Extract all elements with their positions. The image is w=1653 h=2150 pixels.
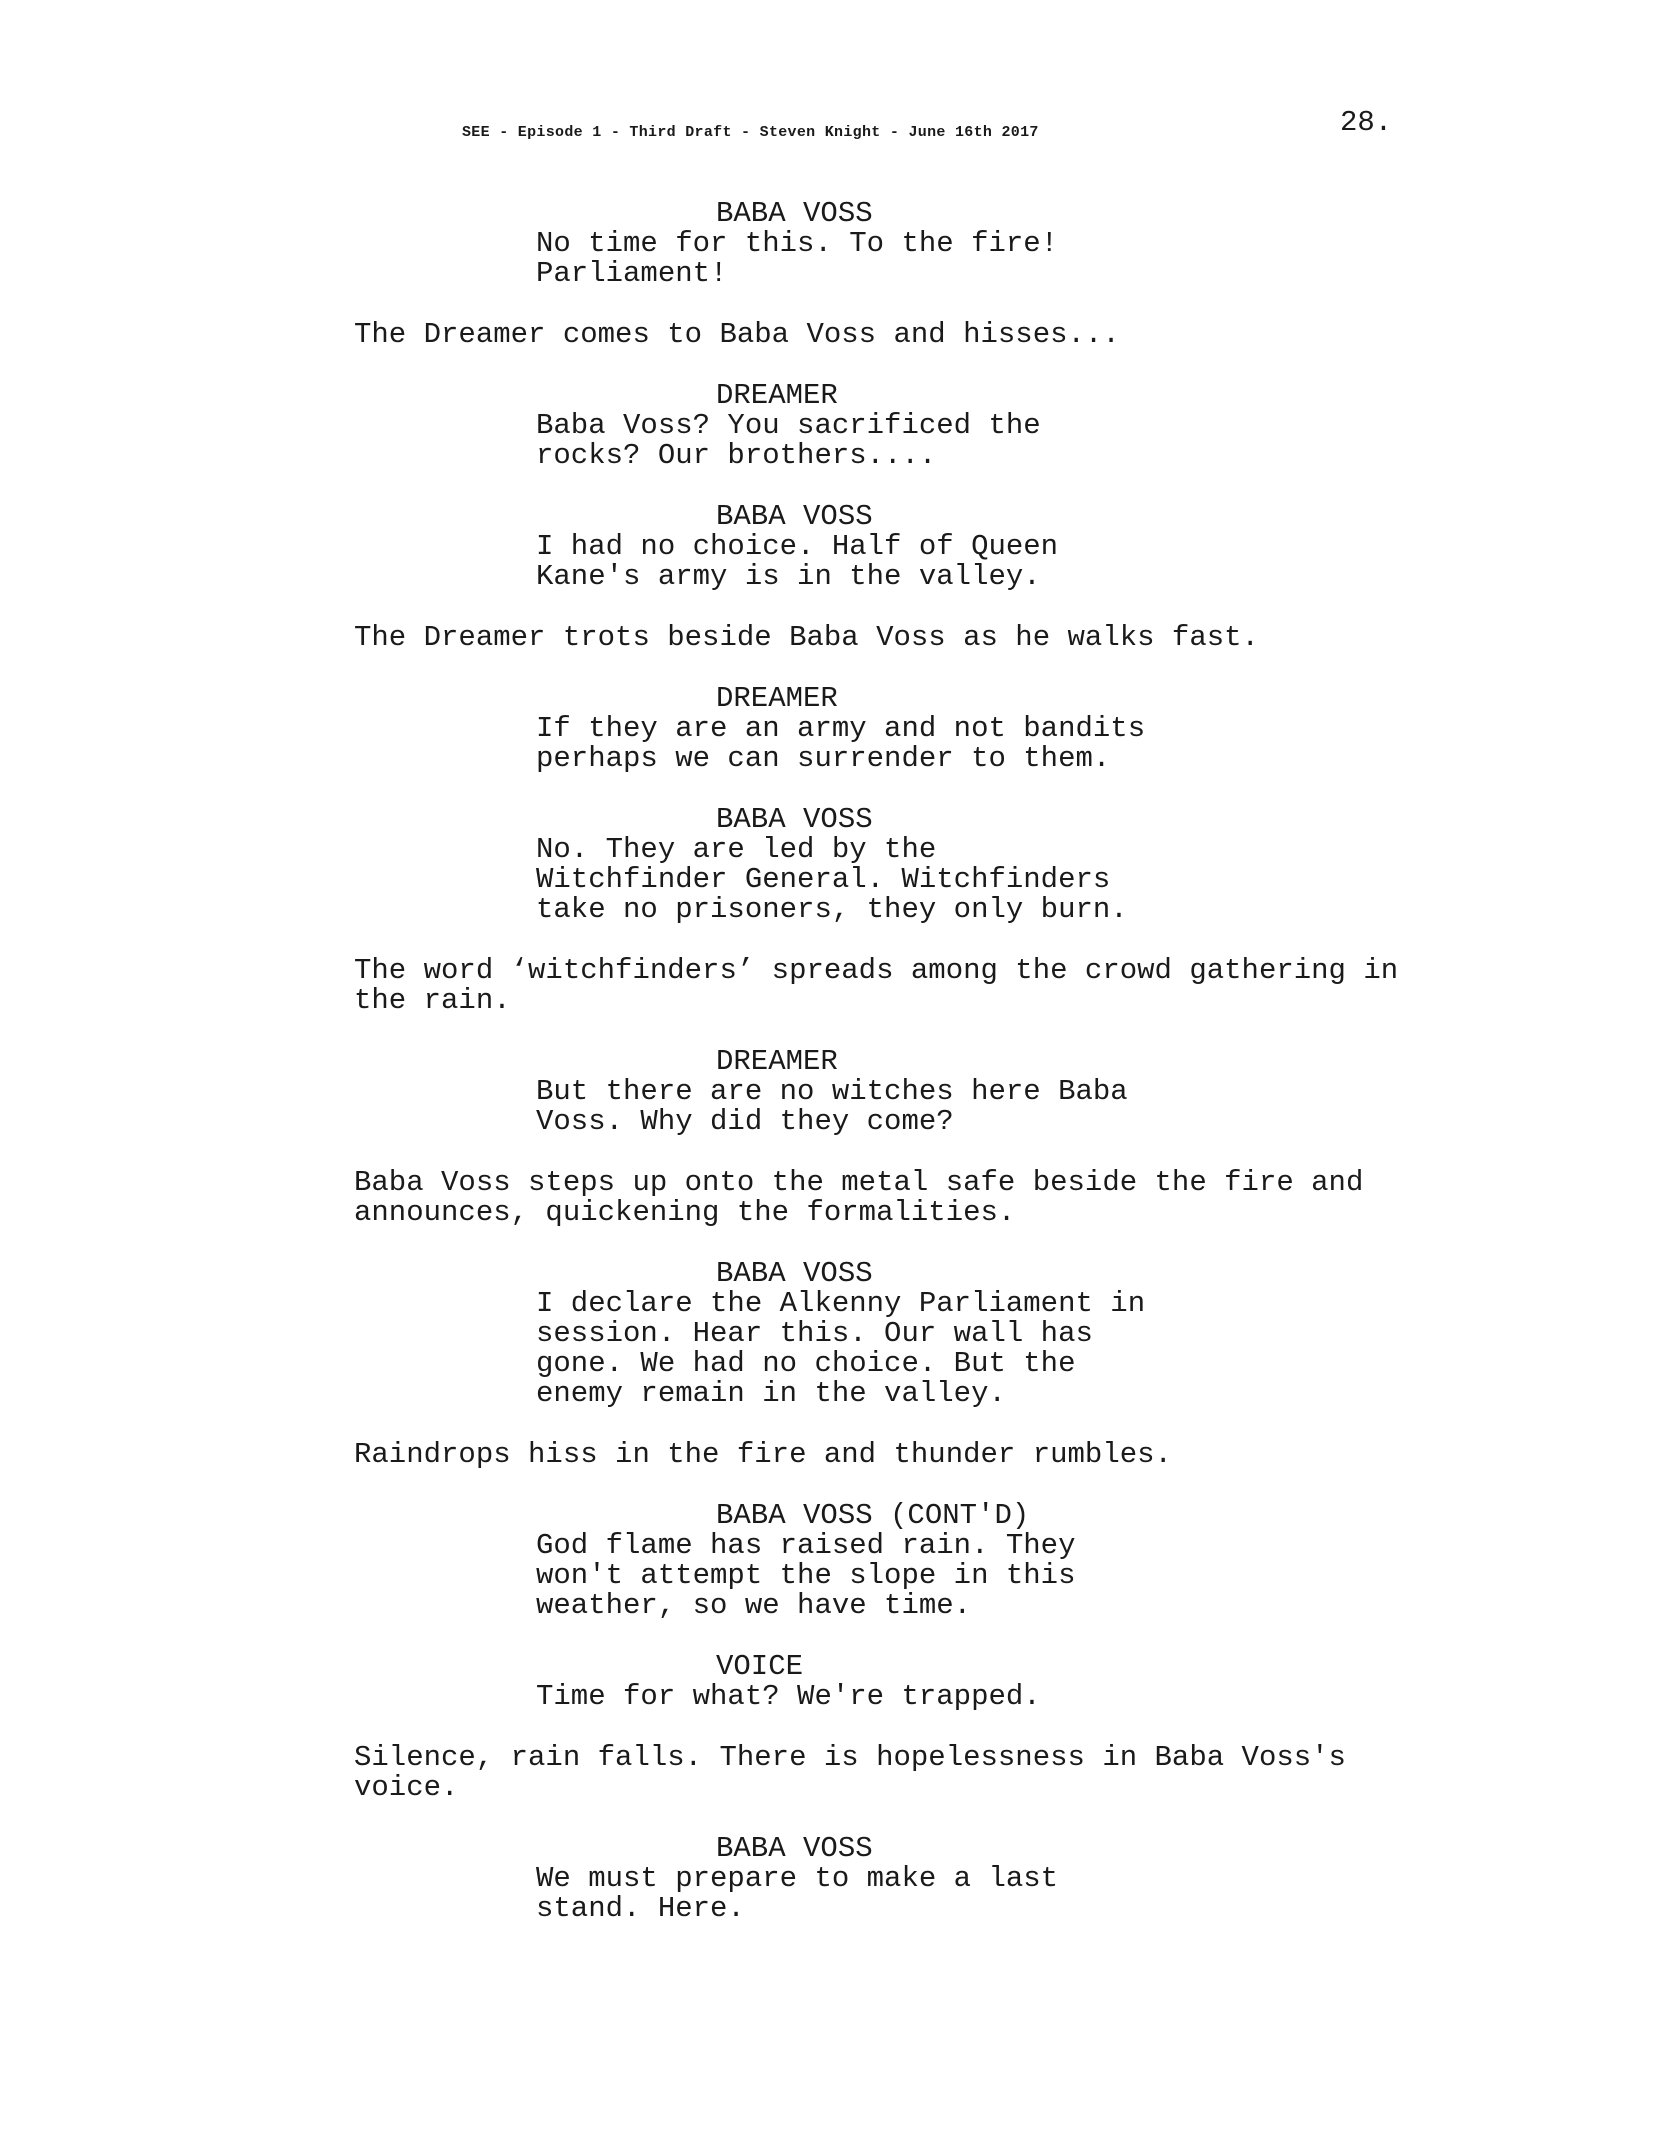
block-gap (0, 1712, 1653, 1743)
dialogue-line: God flame has raised rain. They (536, 1529, 1076, 1562)
action-line: Raindrops hiss in the fire and thunder rumbles. (354, 1438, 1172, 1471)
character-name: BABA VOSS (716, 1257, 873, 1290)
action-text (354, 956, 1653, 1016)
dialogue-line: But there are no witches here Baba (536, 1075, 1128, 1108)
character-name: DREAMER (716, 379, 838, 412)
dialogue-line: Baba Voss? You sacrificed the (536, 409, 1041, 442)
dialogue-text (536, 835, 1653, 925)
dialogue-block (0, 1652, 1653, 1712)
dialogue-text (536, 1531, 1653, 1621)
dialogue-line: Kane's army is in the valley. (536, 560, 1041, 593)
action-text (354, 1440, 1653, 1470)
character-name: BABA VOSS (716, 197, 873, 230)
action-line: The Dreamer trots beside Baba Voss as he walks fast. (354, 621, 1259, 654)
block-gap (0, 1228, 1653, 1259)
character-name: BABA VOSS (716, 803, 873, 836)
character-name: BABA VOSS (716, 500, 873, 533)
dialogue-line: rocks? Our brothers.... (536, 439, 937, 472)
dialogue-line: We must prepare to make a last (536, 1862, 1059, 1895)
dialogue-block (0, 1834, 1653, 1924)
character-name: DREAMER (716, 682, 838, 715)
action-block (0, 320, 1653, 350)
dialogue-block (0, 805, 1653, 925)
block-gap (0, 1137, 1653, 1168)
dialogue-line: session. Hear this. Our wall has (536, 1317, 1093, 1350)
action-block (0, 1168, 1653, 1228)
dialogue-block (0, 199, 1653, 289)
dialogue-text (536, 1289, 1653, 1409)
dialogue-line: stand. Here. (536, 1892, 745, 1925)
screenplay-body (0, 199, 1653, 1924)
dialogue-line: No time for this. To the fire! (536, 227, 1059, 260)
dialogue-text (536, 229, 1653, 289)
dialogue-text (536, 1077, 1653, 1137)
block-gap (0, 1016, 1653, 1047)
action-block (0, 623, 1653, 653)
block-gap (0, 289, 1653, 320)
dialogue-line: If they are an army and not bandits (536, 712, 1146, 745)
block-gap (0, 592, 1653, 623)
action-line: Silence, rain falls. There is hopelessness in Baba Voss's (354, 1741, 1346, 1774)
dialogue-line: take no prisoners, they only burn. (536, 893, 1128, 926)
character-name: DREAMER (716, 1045, 838, 1078)
page-number: 28. (1340, 106, 1393, 139)
dialogue-block (0, 381, 1653, 471)
block-gap (0, 925, 1653, 956)
action-line: the rain. (354, 984, 511, 1017)
dialogue-line: weather, so we have time. (536, 1589, 972, 1622)
action-line: voice. (354, 1771, 459, 1804)
action-line: Baba Voss steps up onto the metal safe beside the fire and (354, 1166, 1364, 1199)
dialogue-block (0, 684, 1653, 774)
dialogue-line: Witchfinder General. Witchfinders (536, 863, 1111, 896)
dialogue-line: enemy remain in the valley. (536, 1377, 1006, 1410)
dialogue-line: I had no choice. Half of Queen (536, 530, 1059, 563)
dialogue-line: No. They are led by the (536, 833, 937, 866)
character-name: BABA VOSS (CONT'D) (716, 1499, 1030, 1532)
dialogue-text (536, 532, 1653, 592)
dialogue-text (536, 411, 1653, 471)
dialogue-text (536, 1864, 1653, 1924)
action-text (354, 623, 1653, 653)
action-block (0, 1440, 1653, 1470)
action-text (354, 1743, 1653, 1803)
dialogue-line: I declare the Alkenny Parliament in (536, 1287, 1146, 1320)
character-name: BABA VOSS (716, 1832, 873, 1865)
block-gap (0, 350, 1653, 381)
action-block (0, 1743, 1653, 1803)
running-header: SEE - Episode 1 - Third Draft - Steven Knight - June 16th 2017 (462, 124, 1039, 141)
action-line: The word ‘witchfinders’ spreads among the crowd gathering in (354, 954, 1399, 987)
dialogue-text (536, 714, 1653, 774)
dialogue-line: gone. We had no choice. But the (536, 1347, 1076, 1380)
block-gap (0, 1409, 1653, 1440)
action-text (354, 320, 1653, 350)
dialogue-block (0, 502, 1653, 592)
dialogue-block (0, 1047, 1653, 1137)
block-gap (0, 1621, 1653, 1652)
action-line: announces, quickening the formalities. (354, 1196, 1016, 1229)
action-line: The Dreamer comes to Baba Voss and hisses... (354, 318, 1120, 351)
block-gap (0, 1470, 1653, 1501)
dialogue-text (536, 1682, 1653, 1712)
dialogue-line: Time for what? We're trapped. (536, 1680, 1041, 1713)
dialogue-line: perhaps we can surrender to them. (536, 742, 1111, 775)
dialogue-line: Parliament! (536, 257, 728, 290)
dialogue-block (0, 1501, 1653, 1621)
dialogue-line: Voss. Why did they come? (536, 1105, 954, 1138)
dialogue-line: won't attempt the slope in this (536, 1559, 1076, 1592)
action-text (354, 1168, 1653, 1228)
block-gap (0, 471, 1653, 502)
block-gap (0, 653, 1653, 684)
block-gap (0, 1803, 1653, 1834)
action-block (0, 956, 1653, 1016)
block-gap (0, 774, 1653, 805)
character-name: VOICE (716, 1650, 804, 1683)
dialogue-block (0, 1259, 1653, 1409)
